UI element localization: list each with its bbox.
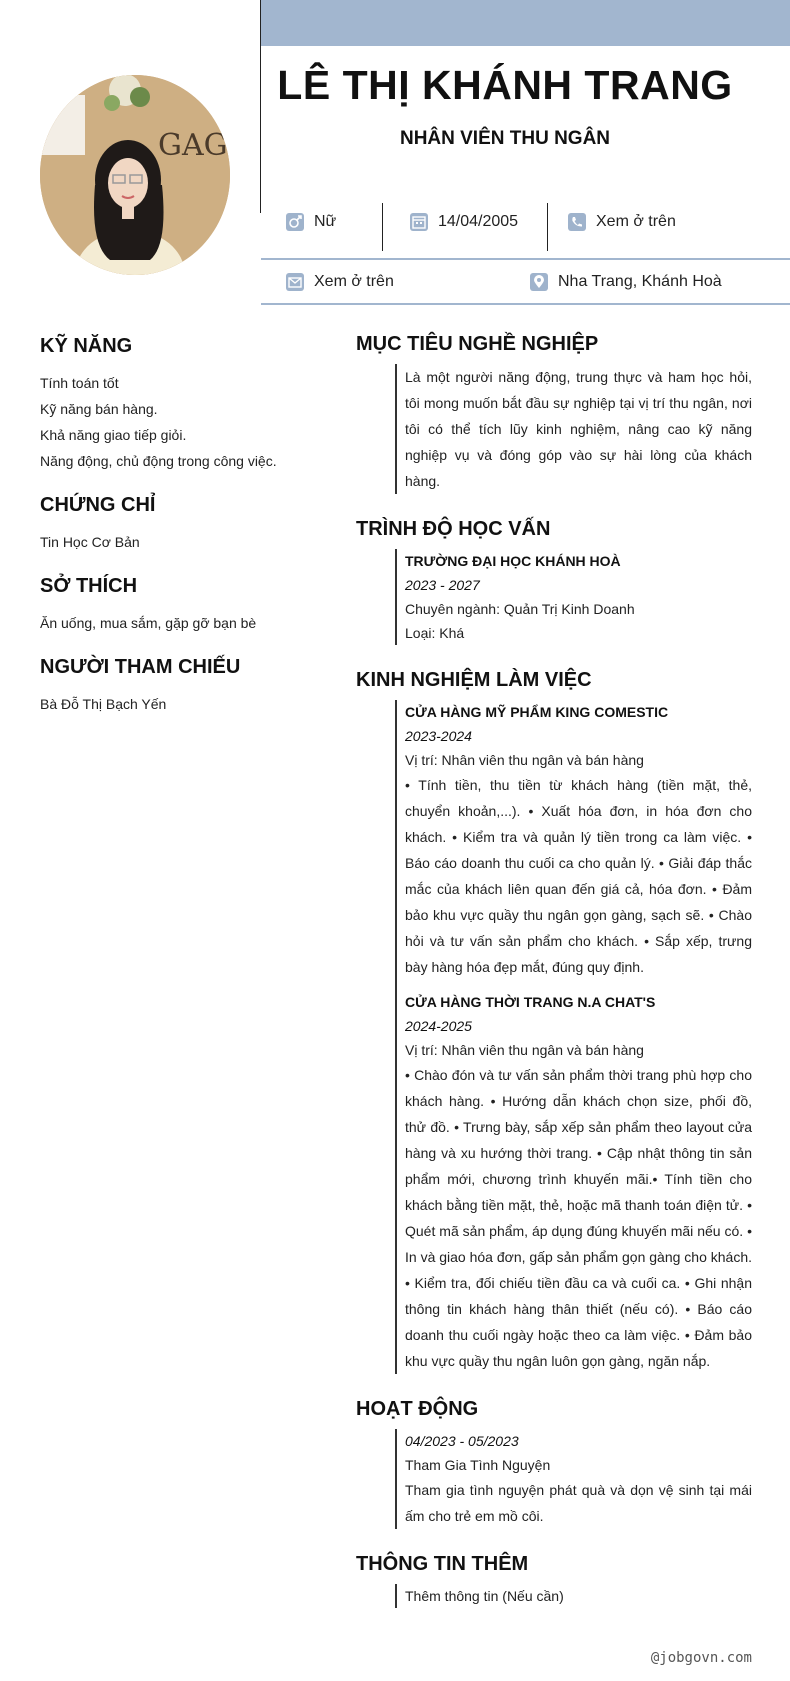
section-title: MỤC TIÊU NGHỀ NGHIỆP xyxy=(356,333,599,355)
email-info xyxy=(286,270,394,294)
info-divider xyxy=(547,203,548,251)
experience-item xyxy=(405,700,752,980)
address-info xyxy=(530,270,722,294)
job-period: 2024-2025 xyxy=(405,1018,472,1034)
svg-text:GAG: GAG xyxy=(158,128,228,163)
education-period: 2023 - 2027 xyxy=(405,577,480,593)
gender-text: Nữ xyxy=(314,213,337,230)
section-title: SỞ THÍCH xyxy=(40,575,138,597)
activity-description: Tham gia tình nguyện phát quà và dọn vệ sinh tại mái ấm cho trẻ em mồ côi. xyxy=(405,1482,752,1524)
certificates-section xyxy=(40,494,340,555)
job-position: Vị trí: Nhân viên thu ngân và bán hàng xyxy=(405,1042,644,1058)
info-divider-line xyxy=(261,303,790,305)
phone-text: Xem ở trên xyxy=(596,213,676,230)
hobbies-section xyxy=(40,575,340,636)
header-accent-bar xyxy=(261,0,790,46)
gender-info xyxy=(286,210,336,234)
skills-section xyxy=(40,335,340,474)
school-name: TRƯỜNG ĐẠI HỌC KHÁNH HOÀ xyxy=(405,553,621,569)
phone-icon xyxy=(568,213,586,231)
more-info-text: Thêm thông tin (Nếu cần) xyxy=(405,1588,564,1604)
job-description: • Tính tiền, thu tiền từ khách hàng (tiền mặt, thẻ, chuyển khoản,...). • Xuất hóa đơn, in hóa đơn cho khách. • Kiểm tra và quản lý tiền trong ca làm việc. • Báo cáo doanh thu cuối ca cho quản lý. • Giải đáp thắc mắc của khách liên quan đến giá cả, hóa đơn. • Đảm bảo khu vực quầy thu ngân gọn gàng, sạch sẽ. • Chào hỏi và tư vấn sản phẩm cho khách. • Sắp xếp, trưng bày hàng hóa đẹp mắt, đúng quy định. xyxy=(405,777,752,975)
email-text: Xem ở trên xyxy=(314,273,394,290)
activities-section xyxy=(395,1429,752,1529)
phone-info xyxy=(568,210,676,234)
skill-item: Tính toán tốt xyxy=(40,375,119,391)
certificate-item: Tin Học Cơ Bản xyxy=(40,534,140,550)
section-title: CHỨNG CHỈ xyxy=(40,494,156,516)
profile-photo xyxy=(40,75,230,275)
job-title: NHÂN VIÊN THU NGÂN xyxy=(399,128,611,149)
hobby-item: Ăn uống, mua sắm, gặp gỡ bạn bè xyxy=(40,615,257,631)
right-column xyxy=(356,333,752,1632)
address-text: Nha Trang, Khánh Hoà xyxy=(558,273,722,290)
info-divider xyxy=(382,203,383,251)
company-name: CỬA HÀNG MỸ PHẨM KING COMESTIC xyxy=(405,704,669,720)
section-title: NGƯỜI THAM CHIẾU xyxy=(40,656,241,678)
location-icon xyxy=(530,273,548,291)
experience-item xyxy=(405,990,752,1374)
job-period: 2023-2024 xyxy=(405,728,472,744)
reference-item: Bà Đỗ Thị Bạch Yến xyxy=(40,696,167,712)
education-major: Chuyên ngành: Quản Trị Kinh Doanh xyxy=(405,601,635,617)
skill-item: Khả năng giao tiếp giỏi. xyxy=(40,427,187,443)
section-title: TRÌNH ĐỘ HỌC VẤN xyxy=(356,518,551,540)
experience-section xyxy=(395,700,752,1374)
objective-section xyxy=(395,364,752,494)
job-description: • Chào đón và tư vấn sản phẩm thời trang phù hợp cho khách hàng. • Hướng dẫn khách chọn size, phối đồ, thử đồ. • Trưng bày, sắp xếp sản phẩm theo layout cửa hàng và xu hướng thời trang. • Cập nhật thông tin sản phẩm mới, chương trình khuyến mãi.• Tính tiền cho khách bằng tiền mặt, thẻ, hoặc mã thanh toán điện tử. • Quét mã sản phẩm, áp dụng đúng khuyến mãi nếu có. • In và giao hóa đơn, gấp sản phẩm gọn gàng cho khách. • Kiểm tra, đối chiếu tiền đầu ca và cuối ca. • Ghi nhận thông tin khách hàng thân thiết (nếu có). • Báo cáo doanh thu cuối ngày hoặc theo ca làm việc. • Đảm bảo khu vực quầy thu ngân luôn gọn gàng, ngăn nắp. xyxy=(405,1067,752,1369)
birthday-text: 14/04/2005 xyxy=(438,213,519,230)
education-section xyxy=(395,549,752,645)
section-title: KỸ NĂNG xyxy=(40,335,133,357)
gender-icon xyxy=(286,213,304,231)
references-section xyxy=(40,656,340,717)
candidate-name: LÊ THỊ KHÁNH TRANG xyxy=(277,62,733,108)
more-info-section xyxy=(395,1584,752,1608)
avatar xyxy=(40,75,230,275)
objective-text: Là một người năng động, trung thực và ham học hỏi, tôi mong muốn bắt đầu sự nghiệp tại vị trí thu ngân, nơi tôi có thể tích lũy kinh nghiệm, nâng cao kỹ năng nghiệp vụ và đóng góp vào sự hài lòng của khách hàng. xyxy=(405,369,752,489)
watermark: @jobgovn.com xyxy=(650,1650,752,1666)
job-position: Vị trí: Nhân viên thu ngân và bán hàng xyxy=(405,752,644,768)
section-title: THÔNG TIN THÊM xyxy=(356,1553,529,1575)
activity-name: Tham Gia Tình Nguyện xyxy=(405,1457,551,1473)
info-divider-line xyxy=(261,258,790,260)
email-icon xyxy=(286,273,304,291)
section-title: HOẠT ĐỘNG xyxy=(356,1398,479,1420)
birthday-info xyxy=(410,210,518,234)
company-name: CỬA HÀNG THỜI TRANG N.A CHAT'S xyxy=(405,994,656,1010)
skill-item: Năng động, chủ động trong công việc. xyxy=(40,453,277,469)
section-title: KINH NGHIỆM LÀM VIỆC xyxy=(356,669,592,691)
education-grade: Loại: Khá xyxy=(405,625,465,641)
activity-period: 04/2023 - 05/2023 xyxy=(405,1433,519,1449)
left-column xyxy=(40,335,340,737)
skill-item: Kỹ năng bán hàng. xyxy=(40,401,158,417)
calendar-icon xyxy=(410,213,428,231)
